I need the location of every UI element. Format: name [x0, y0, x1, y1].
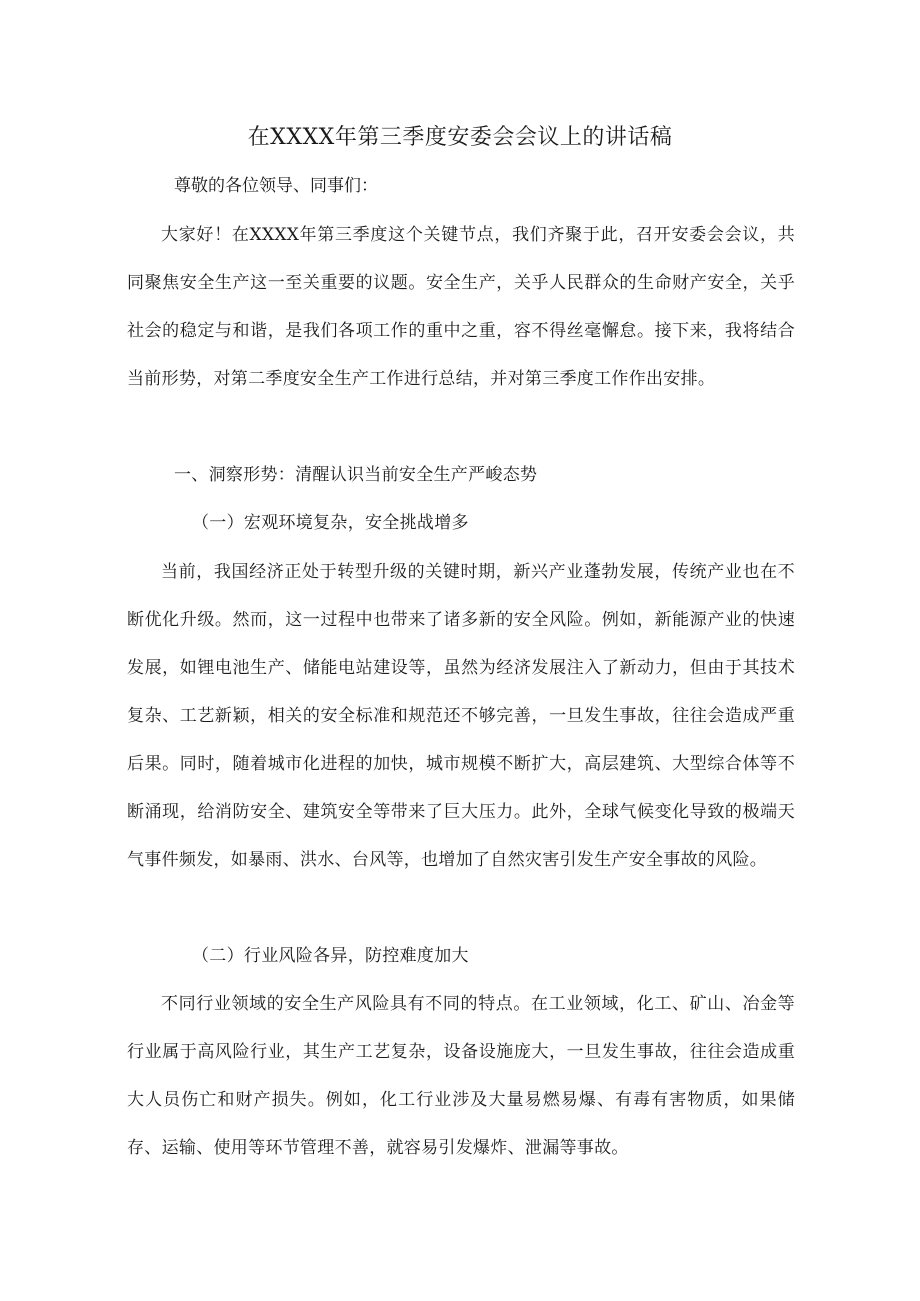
section-heading-1: 一、洞察形势：清醒认识当前安全生产严峻态势	[174, 465, 538, 485]
intro-paragraph: 大家好！在XXXX年第三季度这个关键节点，我们齐聚于此，召开安委会会议，共同聚焦安全生产这一至关重要的议题。安全生产，关乎人民群众的生命财产安全，关乎社会的稳定与和谐，是我们各项工作的重中之重，容不得丝毫懈怠。接下来，我将结合当前形势，对第二季度安全生产工作进行总结，并对第三季度工作作出安排。	[127, 225, 795, 389]
subsection-heading-1: （一）宏观环境复杂，安全挑战增多	[192, 513, 469, 533]
salutation: 尊敬的各位领导、同事们：	[174, 176, 378, 196]
subsection-body-2: 不同行业领域的安全生产风险具有不同的特点。在工业领域，化工、矿山、冶金等行业属于高风险行业，其生产工艺复杂，设备设施庞大，一旦发生事故，往往会造成重大人员伤亡和财产损失。例如，化工行业涉及大量易燃易爆、有毒有害物质，如果储存、运输、使用等环节管理不善，就容易引发爆炸、泄漏等事故。	[127, 994, 795, 1158]
subsection-body-1: 当前，我国经济正处于转型升级的关键时期，新兴产业蓬勃发展，传统产业也在不断优化升级。然而，这一过程中也带来了诸多新的安全风险。例如，新能源产业的快速发展，如锂电池生产、储能电站建设等，虽然为经济发展注入了新动力，但由于其技术复杂、工艺新颖，相关的安全标准和规范还不够完善，一旦发生事故，往往会造成严重后果。同时，随着城市化进程的加快，城市规模不断扩大，高层建筑、大型综合体等不断涌现，给消防安全、建筑安全等带来了巨大压力。此外，全球气候变化导致的极端天气事件频发，如暴雨、洪水、台风等，也增加了自然灾害引发生产安全事故的风险。	[127, 562, 795, 870]
subsection-heading-2: （二）行业风险各异，防控难度加大	[192, 946, 469, 966]
document-title: 在XXXX年第三季度安委会会议上的讲话稿	[247, 125, 673, 150]
